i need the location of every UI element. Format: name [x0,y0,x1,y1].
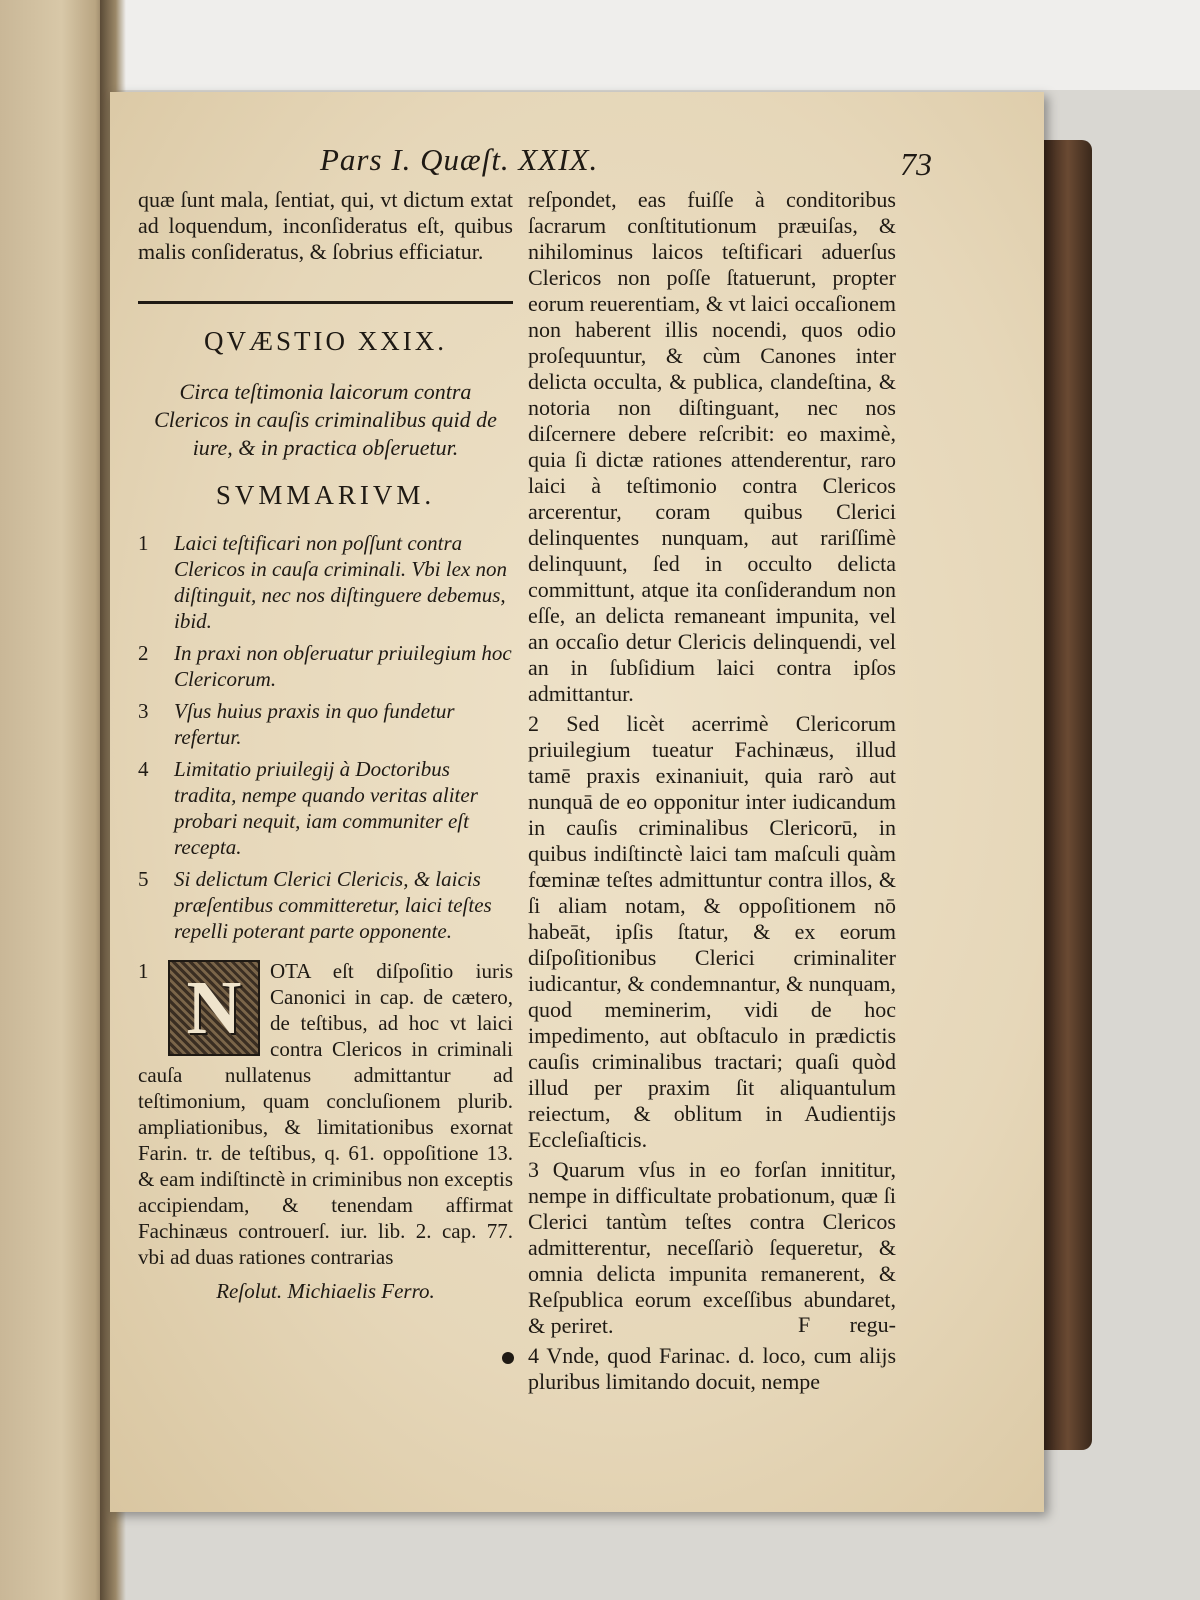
right-paragraph: 2 Sed licèt acerrimè Clericorum priuilegium tueatur Fachinæus, illud tamē praxis exinaniuit, quia rarò aut nunquā de eo opponitur inter iudicandum in cauſis criminalibus Clericorū, in quibus indiſtinctè laici tam maſculi quàm fœminæ teſtes admittuntur contra illos, & ſi aliam notam, & oppoſitionem nō habeāt, ipſis ſtatur, & ex eorum diſpoſitionibus Clerici criminaliter iudicantur, & condemnantur, & nunquam, quod meminerim, vidi de hoc impedimento, aut obſtaculo in prædictis cauſis criminalibus tractari; quaſi quòd illud per praxim ſit aliquantulum reiectum, & oblitum in Audientijs Eccleſiaſticis. [528,711,896,1152]
summary-item [138,530,513,634]
right-column [528,187,896,1399]
right-paragraph: reſpondet, eas fuiſſe à conditoribus ſacrarum conſtitutionum præuiſas, & nihilominus laicos teſtificari aduerſus Clericos non poſſe ſtatuerunt, propter eorum reuerentiam, & vt laici occaſionem non haberent illis nocendi, quos odio proſequuntur, & cùm Canones inter delicta occulta, & publica, clandeſtina, & notoria non diſtinguant, nec nos diſcernere debere reſcribit: eo maximè, quia ſi dictæ rationes attenderentur, raro laici à teſtimonio contra Clericos arcerentur, coram quibus Clerici delinquentes nunquam, aut rariſſimè delinquunt, ſed in occulto delicta committunt, atque ita conſiderandum non eſſe, an delicta remaneant impunita, vel an occaſio detur Clericis delinquendi, vel an in ſubſidium laici contra ipſos admittantur. [528,187,896,706]
summary-list [138,530,513,944]
summary-number: 4 [138,757,149,781]
signature-line: Reſolut. Michiaelis Ferro. [216,1279,435,1303]
catchword: regu- [849,1312,896,1337]
ink-dot [502,1352,514,1364]
summary-item [138,640,513,692]
right-paragraph: 4 Vnde, quod Farinac. d. loco, cum alijs pluribus limitando docuit, nempe [528,1343,896,1394]
left-column [138,187,513,1304]
summary-number: 5 [138,867,149,891]
intro-text: quæ ſunt mala, ſentiat, qui, vt dictum extat ad loquendum, inconſideratus eſt, quibus malis conſideratus, & ſobrius efficiatur. [138,187,513,264]
summary-item [138,756,513,860]
section-rule [138,301,513,304]
summary-number: 2 [138,641,149,665]
question-title: QVÆSTIO XXIX. [204,326,447,356]
summary-item [138,866,513,944]
summary-text: Laici teſtificari non poſſunt contra Clericos in cauſa criminali. Vbi lex non diſtinguit, nec nos diſtinguere debemus, ibid. [174,531,508,633]
initial-letter: N [186,966,242,1050]
facing-page-edge [0,0,112,1600]
question-subtitle: Circa teſtimonia laicorum contra Clericos in cauſis criminalibus quid de iure, & in practica obſeruetur. [154,379,497,460]
summary-number: 1 [138,531,149,555]
summary-text: In praxi non obſeruatur priuilegium hoc Clericorum. [174,641,512,691]
background-top [0,0,1200,90]
summary-text: Vſus huius praxis in quo fundetur refertur. [174,699,455,749]
running-head: Pars I. Quæſt. XXIX. [320,142,599,177]
summary-title: SVMMARIVM. [215,480,436,510]
main-paragraph [138,958,513,1270]
signature-mark: F [798,1312,811,1337]
decorated-initial [168,960,260,1056]
paragraph-number: 1 [138,959,149,983]
summary-text: Si delictum Clerici Clericis, & laicis præſentibus committeretur, laici teſtes repelli poterant parte opponente. [174,867,492,943]
page-header [110,142,1044,182]
facing-page-text [0,0,108,460]
page-number: 73 [900,146,932,182]
summary-text: Limitatio priuilegij à Doctoribus tradita, nempe quando veritas aliter probari nequit, iam communiter eſt recepta. [174,757,478,859]
main-text: OTA eſt diſpoſitio iuris Canonici in cap. de cætero, de teſtibus, ad hoc vt laici contra Clericos in criminali cauſa nullatenus admittantur ad teſtimonium, quam concluſionem plurib. ampliationibus, & limitationibus exornat Farin. tr. de teſtibus, q. 61. oppoſitione 13. & eam indiſtinctè in criminibus non exceptis accipiendam, & tenendam affirmat Fachinæus controuerſ. iur. lib. 2. cap. 77. vbi ad duas rationes contrarias [138,959,513,1269]
book-page [110,92,1044,1512]
summary-number: 3 [138,699,149,723]
summary-item [138,698,513,750]
right-paragraph: 3 Quarum vſus in eo forſan innititur, nempe in difficultate probationum, quæ ſi Clerici tantùm teſtes contra Clericos admitterentur, neceſſariò ſequeretur, & omnia delicta impunita remanerent, & Reſpublica eorum exceſſibus abundaret, & periret. [528,1157,896,1338]
